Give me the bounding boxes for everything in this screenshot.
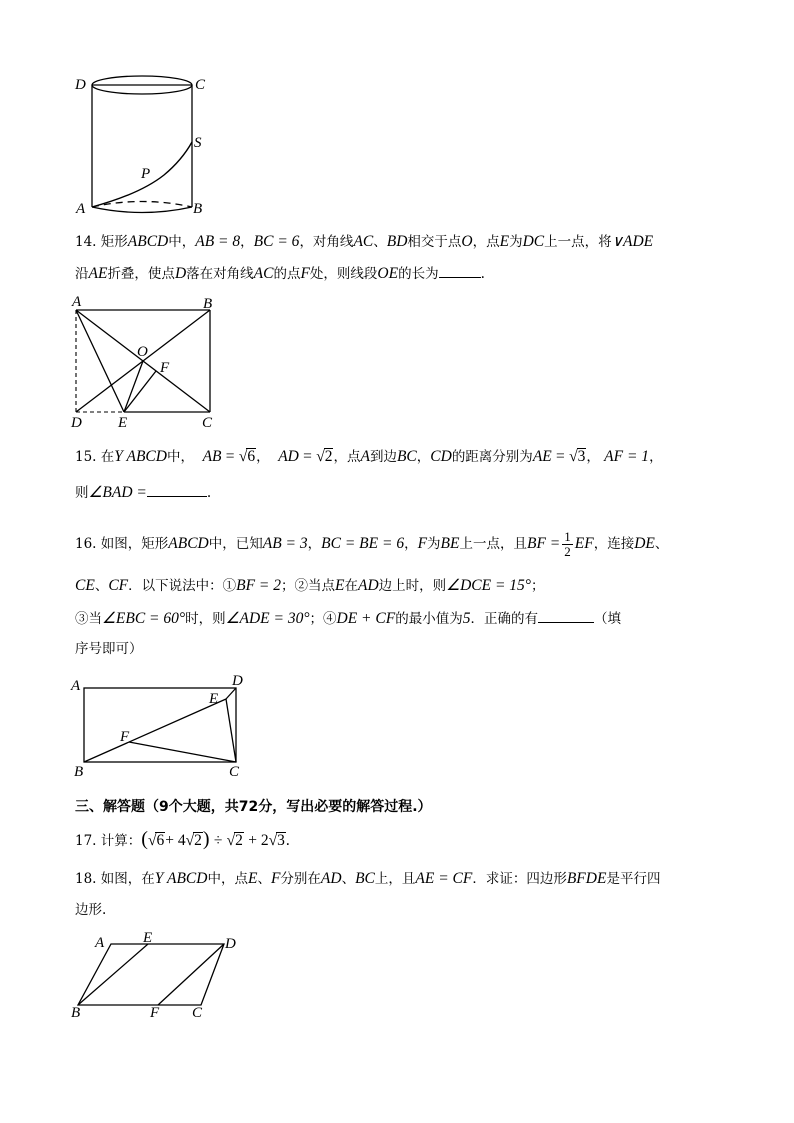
q15-text: 的距离分别为 [451, 449, 533, 465]
q16-text: ，连接 [593, 536, 635, 552]
q15-text: ， [649, 449, 663, 465]
q14-number: 14. [75, 234, 97, 250]
q18-line2 [75, 901, 106, 919]
q14-math: E [499, 233, 510, 250]
q15-math: CD [430, 448, 452, 465]
label-B: B [71, 1005, 81, 1021]
q16-text: 中，已知 [208, 536, 263, 552]
q18-text: 上，且 [374, 871, 416, 887]
q14-math: D [174, 265, 187, 282]
q18-text: 边形. [75, 902, 107, 918]
label-F: F [150, 1005, 160, 1021]
q17-line1 [75, 830, 290, 850]
q16-text: ．以下说法中：① [128, 578, 237, 594]
q16-text: 序号即可） [75, 641, 143, 657]
q15-text: . [206, 485, 212, 501]
q14-text: 处，则线段 [309, 266, 378, 282]
q14-math: AC [253, 265, 274, 282]
label-F: F [160, 360, 170, 376]
q15-text: ， [256, 449, 270, 465]
q15-text: ，点 [333, 449, 361, 465]
q17-radicand: 6 [156, 832, 165, 849]
q18-text: 中，点 [207, 871, 248, 887]
q17-sqrt3: √3 [268, 832, 285, 849]
q16-fraction [562, 530, 573, 559]
section3-heading: 三、解答题（9个大题，共72分，写出必要的解答过程.） [75, 799, 432, 815]
q16-math: BF = 2 [236, 577, 282, 594]
q17-math: . [285, 832, 290, 849]
q14-text: ，对角线 [299, 234, 354, 250]
q18-line1 [75, 870, 660, 888]
q17-number: 17. [75, 833, 97, 849]
q16-text: 、 [94, 578, 109, 594]
cylinder-figure [72, 72, 222, 222]
q18-text: ．求证：四边形 [472, 871, 567, 887]
q18-math: BFDE [566, 870, 607, 887]
segment-CF [129, 742, 236, 762]
segment-AE [76, 310, 124, 412]
q16-text: 的最小值为 [395, 611, 463, 627]
q14-text: 相交于点 [407, 234, 462, 250]
segment-FD [158, 944, 224, 1005]
q15-text: 到边 [369, 449, 397, 465]
q14-text: 折叠，使点 [107, 266, 175, 282]
q16-text: ．正确的有 [470, 611, 538, 627]
segment-BE [78, 944, 148, 1005]
label-P: P [141, 166, 151, 182]
q16-math: E [335, 577, 345, 594]
q15-answer-blank[interactable] [147, 484, 207, 497]
q14-text: ， [240, 234, 254, 250]
q14-math: F [300, 265, 310, 282]
segment-BE [84, 699, 226, 762]
q14-math: ∨ADE [611, 233, 654, 250]
q16-math: 5 [462, 610, 471, 627]
q14-text: 上一点，将 [544, 234, 612, 250]
q16-math: BC = BE = 6 [321, 535, 405, 552]
q17-sqrt2: √2 [185, 832, 202, 849]
q17-math: ÷ [213, 832, 223, 849]
segment-DE [226, 688, 236, 699]
q16-text: 、 [654, 536, 669, 552]
q16-math: ∠EBC = 60° [102, 610, 186, 627]
q15-math: = [556, 448, 565, 465]
q16-fraction-denominator: 2 [564, 544, 571, 559]
q15-text: ， [586, 449, 600, 465]
q18-text: 、 [257, 871, 271, 887]
label-O: O [137, 344, 148, 360]
q15-radicand: 2 [324, 448, 333, 465]
q18-text: 分别在 [280, 871, 321, 887]
q14-text: 落在对角线 [186, 266, 254, 282]
q17-text: 计算： [100, 833, 142, 849]
q15-math: AD [278, 448, 299, 465]
q15-math: AE [532, 448, 552, 465]
label-A: A [72, 294, 82, 310]
q16-text: 上一点，且 [459, 536, 527, 552]
q16-diagram [68, 670, 258, 782]
q16-math: EF [574, 535, 594, 552]
q16-text: ③当 [75, 611, 102, 627]
label-B: B [203, 296, 213, 312]
q15-math: AF = 1 [604, 448, 650, 465]
q17-paren-close: ) [202, 828, 210, 850]
q17-math: + 4 [165, 832, 186, 849]
q14-math: AE [88, 265, 108, 282]
q14-math: BC = 6 [253, 233, 300, 250]
q15-math: AB [202, 448, 222, 465]
q15-math: A [360, 448, 370, 465]
label-E: E [209, 691, 219, 707]
q17-sqrt6: √6 [147, 832, 165, 849]
q16-text: ；④ [309, 611, 337, 627]
q16-text: 时，则 [185, 611, 226, 627]
q14-text: 沿 [75, 266, 89, 282]
q16-math: ∠ADE = 30° [225, 610, 310, 627]
q18-number: 18. [75, 871, 97, 887]
q16-math: BE [440, 535, 460, 552]
label-E: E [118, 415, 128, 431]
q14-line2 [75, 265, 485, 283]
q18-math: AD [320, 870, 342, 887]
q14-figure [68, 292, 228, 432]
q14-math: AB = 8 [195, 233, 241, 250]
q16-math: CF [108, 577, 129, 594]
q14-math: DC [522, 233, 545, 250]
q15-math: ∠BAD = [88, 484, 147, 501]
q18-math: AE = CF [415, 870, 473, 887]
q16-math: DE [634, 535, 655, 552]
q18-text: 是平行四 [606, 871, 661, 887]
cylinder-bottom-front [92, 207, 192, 213]
q15-radicand: 6 [247, 448, 256, 465]
q16-text: 边上时，则 [378, 578, 447, 594]
q14-text: 矩形 [100, 234, 128, 250]
q16-math: ∠DCE = 15° [446, 577, 531, 594]
label-D: D [71, 415, 82, 431]
label-C: C [195, 77, 206, 93]
q15-math: = [225, 448, 235, 465]
q15-text: 在 [100, 449, 115, 465]
q15-sqrt2: √2 [316, 448, 333, 465]
q14-text: 的长为 [398, 266, 439, 282]
q18-text: 、 [341, 871, 356, 887]
q16-text: 在 [344, 578, 358, 594]
q15-math: BC [396, 448, 417, 465]
q17-radicand: 3 [277, 832, 285, 849]
label-F: F [120, 729, 130, 745]
q16-fraction-numerator: 1 [564, 529, 571, 544]
label-B: B [193, 201, 203, 217]
q16-math: ABCD [168, 535, 209, 552]
q17-paren-open: ( [141, 828, 148, 850]
label-A: A [71, 678, 81, 694]
q16-number: 16. [75, 536, 97, 552]
q15-line1 [75, 448, 663, 466]
q16-figure [68, 670, 258, 782]
q17-math: + 2 [248, 832, 269, 849]
label-A: A [76, 201, 86, 217]
q15-sqrt3: √3 [569, 448, 586, 465]
q14-text: 为 [509, 234, 523, 250]
q18-text: 如图，在 [100, 871, 155, 887]
q15-sqrt6: √6 [238, 448, 256, 465]
q17-sqrt2b: √2 [226, 832, 243, 849]
q16-text: （填 [593, 611, 621, 627]
q16-line4 [75, 640, 143, 658]
label-E: E [143, 930, 153, 946]
q15-number: 15. [75, 449, 97, 465]
q18-math: E [247, 870, 258, 887]
q16-text: 如图，矩形 [100, 536, 169, 552]
label-C: C [229, 764, 240, 780]
q16-line3 [75, 610, 621, 628]
q16-text: ；②当点 [281, 578, 336, 594]
label-D: D [232, 673, 243, 689]
q15-math: Y ABCD [114, 448, 167, 465]
q14-math: BD [386, 233, 408, 250]
q15-radicand: 3 [577, 448, 586, 465]
q16-text: ； [530, 578, 545, 594]
q14-math: OE [377, 265, 399, 282]
q14-answer-blank[interactable] [439, 265, 481, 278]
q18-math: F [270, 870, 281, 887]
q16-math: BF = [526, 535, 561, 552]
q16-math: DE + CF [336, 610, 396, 627]
q17-radicand: 2 [235, 832, 243, 849]
segment-CE [226, 699, 236, 762]
q14-text: . [480, 266, 485, 282]
q14-diagram [68, 292, 228, 432]
q17-radicand: 2 [194, 832, 202, 849]
q16-math: AB = 3 [262, 535, 308, 552]
q16-math: CE [75, 577, 95, 594]
q14-text: 中， [168, 234, 196, 250]
q14-math: ABCD [127, 233, 169, 250]
q15-text: 则 [75, 485, 89, 501]
q14-math: AC [353, 233, 374, 250]
label-C: C [192, 1005, 203, 1021]
q14-math: O [461, 233, 473, 250]
q15-text: 中， [166, 449, 194, 465]
label-C: C [202, 415, 213, 431]
q18-math: BC [355, 870, 375, 887]
q14-text: 、 [373, 234, 387, 250]
q14-text: 的点 [273, 266, 301, 282]
q18-diagram [66, 930, 256, 1025]
label-D: D [75, 77, 86, 93]
label-D: D [225, 936, 236, 952]
q16-line1 [75, 530, 668, 559]
q16-text: ， [307, 536, 322, 552]
q18-figure [66, 930, 256, 1025]
label-A: A [95, 935, 105, 951]
label-S: S [194, 135, 202, 151]
label-B: B [74, 764, 84, 780]
cylinder-diagram [72, 72, 222, 222]
q16-math: AD [358, 577, 379, 594]
q15-math: = [303, 448, 312, 465]
q18-math: Y ABCD [154, 870, 208, 887]
q16-answer-blank[interactable] [538, 610, 594, 623]
q14-text: ，点 [472, 234, 500, 250]
q16-math: F [417, 535, 428, 552]
segment-EF [124, 371, 156, 412]
q16-line2 [75, 577, 544, 595]
q14-line1 [75, 233, 653, 251]
parallelogram-ABCD [78, 944, 224, 1005]
q15-line2 [75, 484, 211, 502]
q16-text: 为 [427, 536, 441, 552]
q15-text: ， [416, 449, 431, 465]
q16-text: ， [404, 536, 418, 552]
